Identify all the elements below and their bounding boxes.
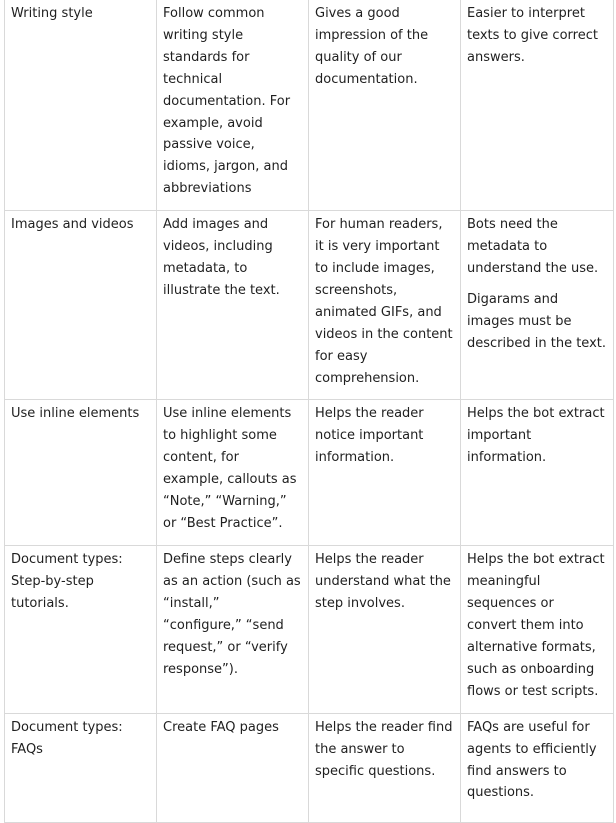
cell-text: Easier to interpret texts to give correct answers. xyxy=(467,6,598,65)
cell-text: Helps the reader understand what the step involves. xyxy=(315,552,451,612)
bot-benefit-cell xyxy=(461,546,614,713)
cell-text: Writing style xyxy=(11,6,93,21)
human-benefit-cell xyxy=(309,713,461,822)
cell-text: Use inline elements xyxy=(11,406,140,422)
cell-text: Document types: Step-by-step tutorials. xyxy=(11,552,123,612)
human-benefit-cell xyxy=(309,546,461,713)
documentation-guidelines-table xyxy=(4,0,614,823)
cell-text: Create FAQ pages xyxy=(163,719,279,735)
table-row xyxy=(5,713,614,822)
topic-cell xyxy=(5,546,157,713)
cell-text: Document types: FAQs xyxy=(11,719,123,757)
action-cell xyxy=(157,0,309,211)
bot-benefit-cell xyxy=(461,0,614,211)
cell-text: Gives a good impression of the quality of our documentation. xyxy=(315,6,429,87)
table-row xyxy=(5,211,614,400)
topic-cell xyxy=(5,0,157,211)
cell-text: Helps the bot extract important information. xyxy=(467,406,605,466)
bot-benefit-cell xyxy=(461,713,614,822)
cell-text: Bots need the metadata to understand the use. xyxy=(467,217,599,276)
human-benefit-cell xyxy=(309,0,461,211)
cell-text: Follow common writing style standards for technical documentation. For example, avoid passive voice, idioms, jargon, and abbreviations xyxy=(163,6,291,197)
topic-cell xyxy=(5,400,157,546)
table-row xyxy=(5,546,614,713)
action-cell xyxy=(157,211,309,400)
topic-cell xyxy=(5,713,157,822)
human-benefit-cell xyxy=(309,400,461,546)
bot-benefit-cell xyxy=(461,400,614,546)
cell-text: Helps the bot extract meaningful sequences or convert them into alternative formats, such as onboarding flows or test scripts. xyxy=(467,552,605,699)
cell-text: For human readers, it is very important to include images, screenshots, animated GIFs, and videos in the content for easy comprehension. xyxy=(315,217,453,386)
cell-text: Digarams and images must be described in the text. xyxy=(467,291,607,351)
cell-text: Define steps clearly as an action (such as “install,” “configure,” “send request,” or “verify response”). xyxy=(163,552,301,677)
bot-benefit-cell xyxy=(461,211,614,400)
table-row xyxy=(5,400,614,546)
cell-text: Helps the reader notice important information. xyxy=(315,406,424,466)
action-cell xyxy=(157,713,309,822)
action-cell xyxy=(157,400,309,546)
cell-text: Use inline elements to highlight some content, for example, callouts as “Note,” “Warning,” or “Best Practice”. xyxy=(163,406,297,531)
topic-cell xyxy=(5,211,157,400)
cell-text: Add images and videos, including metadata, to illustrate the text. xyxy=(163,217,280,298)
cell-text: Helps the reader find the answer to specific questions. xyxy=(315,719,453,779)
cell-text: FAQs are useful for agents to efficiently find answers to questions. xyxy=(467,719,597,801)
cell-text: Images and videos xyxy=(11,217,134,233)
human-benefit-cell xyxy=(309,211,461,400)
table-row xyxy=(5,0,614,211)
action-cell xyxy=(157,546,309,713)
